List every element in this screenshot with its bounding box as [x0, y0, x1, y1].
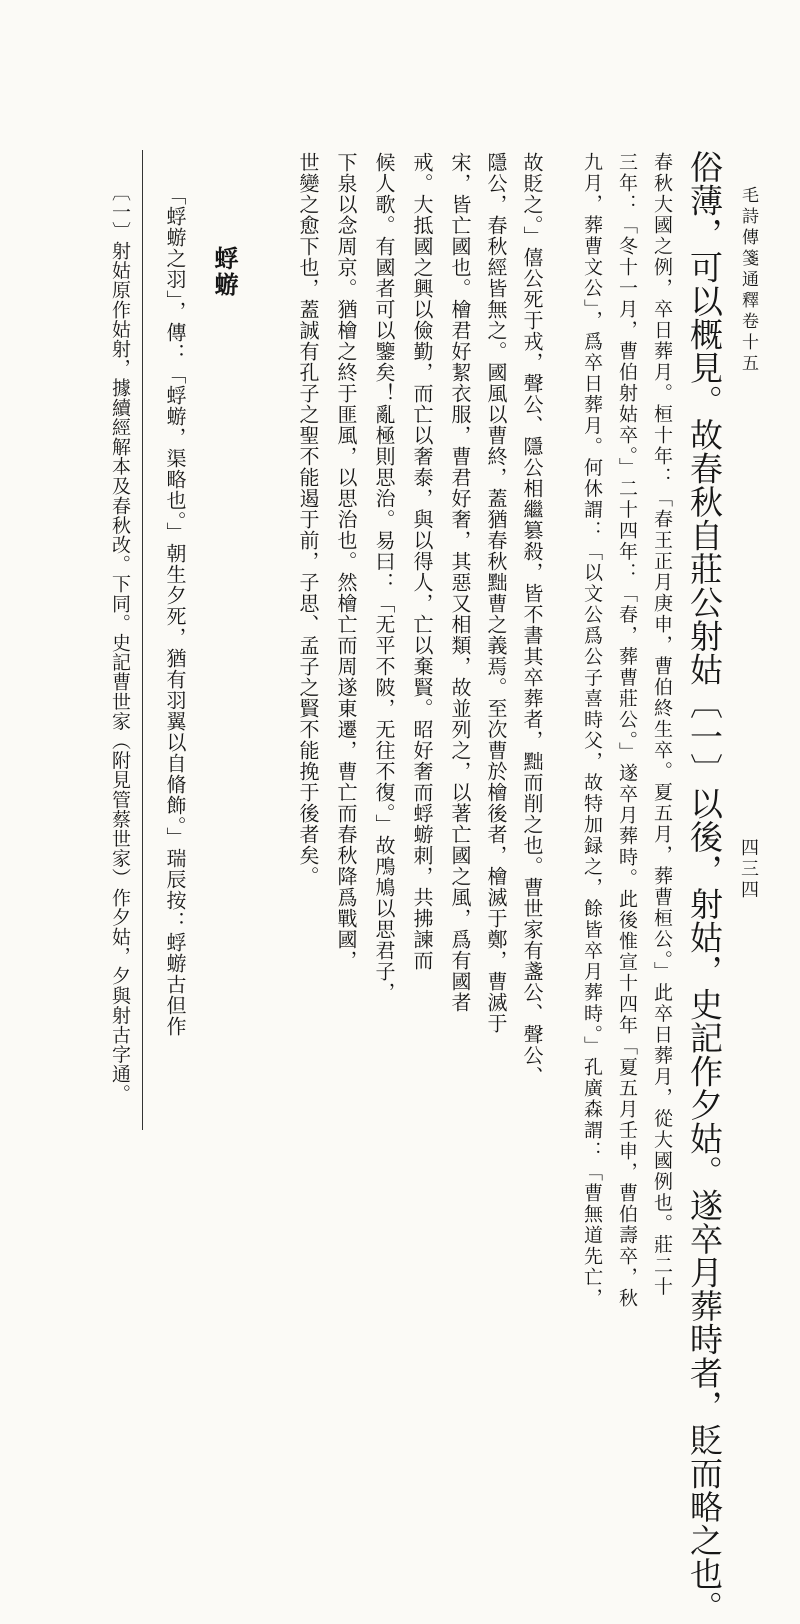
- text-column-11: 世變之愈下也，蓋誠有孔子之聖不能遏于前，子思、孟子之賢不能挽于後者矣。: [296, 152, 320, 887]
- text-column-1: 俗薄，可以概見。故春秋自莊公射姑〔一〕以後，射姑，史記作夕姑。遂卒月葬時者，貶而略之也。: [685, 150, 724, 1624]
- text-column-2: 春秋大國之例，卒日葬月。桓十年：「春王正月庚申，曹伯終生卒。夏五月，葬曹桓公。」此卒日葬月，從大國例也。莊二十: [651, 152, 673, 1298]
- text-column-5: 故貶之。」僖公死于戎，聲公、隱公相繼篡殺，皆不書其卒葬者，黜而削之也。曹世家有盞公、聲公、: [520, 152, 544, 1087]
- text-column-9: 候人歌。有國者可以鑒矣！亂極則思治。易曰：「无平不陂，无往不復。」故鳲鳩以思君子，: [372, 152, 396, 1003]
- text-column-6: 隱公，春秋經皆無之。國風以曹終，蓋猶春秋黜曹之義焉。至次曹於檜後者，檜滅于鄭，曹滅于: [484, 152, 508, 1034]
- running-head: 毛詩傳箋通釋卷十五: [738, 186, 758, 375]
- text-column-10: 下泉以念周京。猶檜之終于匪風，以思治也。然檜亡而周遂東遷，曹亡而春秋降爲戰國，: [334, 152, 358, 971]
- text-column-4: 九月，葬曹文公」，爲卒日葬月。何休謂：「以文公爲公子喜時父，故特加録之，餘皆卒月葬時。」孔廣森謂：「曹無道先亡，: [581, 152, 603, 1309]
- footnote-divider: [142, 150, 143, 1130]
- section-text-column-1: 「蜉蝣之羽」，傳：「蜉蝣，渠略也。」朝生夕死，猶有羽翼以自脩飾。」瑞辰按：蜉蝣古但作: [163, 185, 187, 1037]
- footnote-1: 〔一〕射姑原作姑射，據續經解本及春秋改。下同。史記曹世家（附見管蔡世家）作夕姑，夕與射古字通。: [109, 182, 131, 1104]
- section-title: 蜉蝣: [210, 246, 239, 298]
- text-column-3: 三年：「冬十一月，曹伯射姑卒。」二十四年：「春，葬曹莊公。」遂卒月葬時。此後惟宣十四年「夏五月壬申，曹伯壽卒，秋: [616, 152, 638, 1309]
- page-number: 四三四: [738, 838, 759, 901]
- text-column-7: 宋，皆亡國也。檜君好絜衣服，曹君好奢，其惡又相類，故並列之，以著亡國之風，爲有國者: [448, 152, 472, 1013]
- text-column-8: 戒。大抵國之興以儉勤，而亡以奢泰，與以得人，亡以棄賢。昭好奢而蜉蝣刺，共拂諫而: [410, 152, 434, 971]
